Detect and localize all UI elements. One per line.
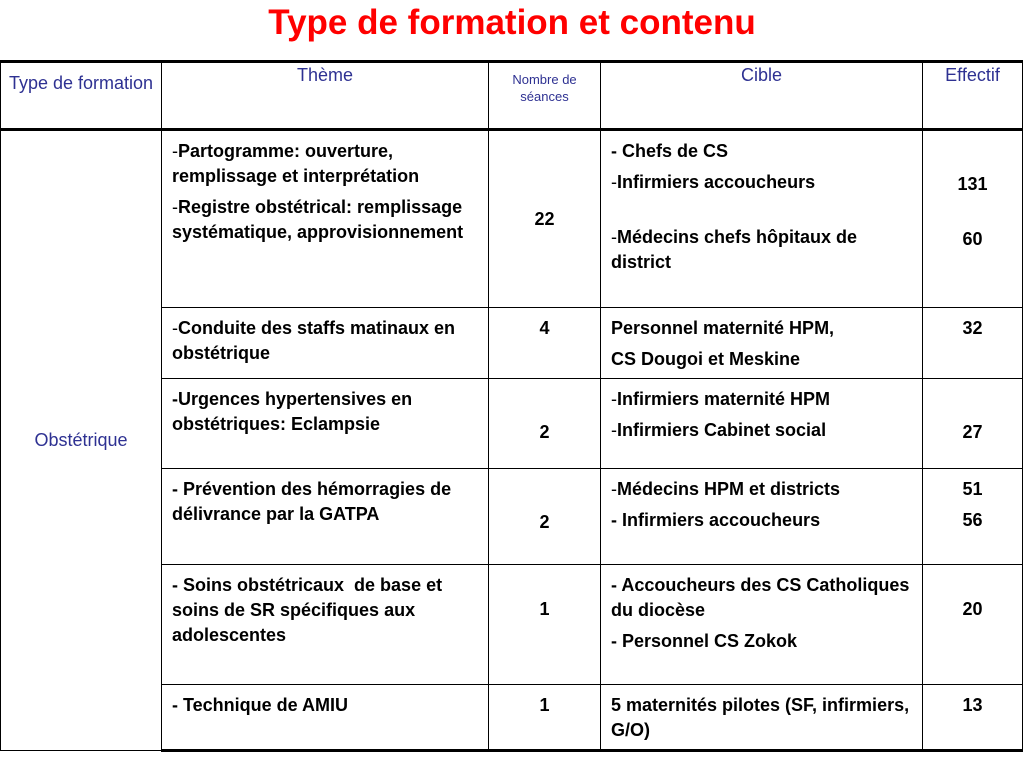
cible-line: - Chefs de CS xyxy=(611,141,729,161)
header-nombre-de-seances: Nombre de séances xyxy=(489,62,601,130)
cible-cell xyxy=(601,130,923,308)
effectif-value: 131 xyxy=(957,174,988,194)
theme-line xyxy=(172,195,478,245)
formation-table xyxy=(0,60,1023,752)
cible-cell xyxy=(601,469,923,565)
header-type-de-formation: Type de formation xyxy=(1,62,162,130)
theme-cell xyxy=(162,565,489,685)
cible-line: - Accoucheurs des CS Catholiques du diocèse xyxy=(611,575,910,620)
effectif-cell xyxy=(923,130,1023,308)
seances-cell: 2 xyxy=(489,379,601,469)
cible-line xyxy=(611,477,912,502)
effectif-value: 56 xyxy=(962,510,983,530)
table-row xyxy=(1,130,1023,308)
cible-line: - Infirmiers accoucheurs xyxy=(611,510,821,530)
theme-text: Conduite des staffs matinaux en obstétrique xyxy=(172,318,456,363)
cible-cell xyxy=(601,685,923,751)
dash-mark: - xyxy=(611,389,617,409)
theme-text: Partogramme: ouverture, remplissage et interprétation xyxy=(172,141,420,186)
cible-text: Médecins HPM et districts xyxy=(617,479,841,499)
cible-text: Infirmiers Cabinet social xyxy=(617,420,827,440)
dash-mark: - xyxy=(611,227,617,247)
seances-cell: 1 xyxy=(489,685,601,751)
theme-cell xyxy=(162,469,489,565)
effectif-cell: 20 xyxy=(923,565,1023,685)
effectif-cell: 13 xyxy=(923,685,1023,751)
cible-line xyxy=(611,387,912,412)
theme-line: - Soins obstétricaux de base et soins de SR spécifiques aux adolescentes xyxy=(172,575,448,645)
cible-line: CS Dougoi et Meskine xyxy=(611,349,801,369)
seances-cell: 1 xyxy=(489,565,601,685)
dash-mark: - xyxy=(611,172,617,192)
header-effectif: Effectif xyxy=(923,62,1023,130)
theme-cell xyxy=(162,308,489,379)
page-title: Type de formation et contenu xyxy=(268,3,756,42)
cible-line xyxy=(611,225,912,275)
effectif-value: 51 xyxy=(962,479,983,499)
header-cible: Cible xyxy=(601,62,923,130)
cible-cell xyxy=(601,565,923,685)
effectif-cell: 32 xyxy=(923,308,1023,379)
cible-text: Médecins chefs hôpitaux de district xyxy=(611,227,858,272)
theme-line: -Urgences hypertensives en obstétriques: Eclampsie xyxy=(172,389,413,434)
theme-line xyxy=(172,139,478,189)
theme-cell xyxy=(162,130,489,308)
cible-cell xyxy=(601,379,923,469)
cible-line xyxy=(611,170,912,195)
cible-line: Personnel maternité HPM, xyxy=(611,318,835,338)
dash-mark: - xyxy=(172,141,178,161)
cible-text: Infirmiers maternité HPM xyxy=(617,389,831,409)
theme-line: - Technique de AMIU xyxy=(172,695,349,715)
seances-cell: 22 xyxy=(489,130,601,308)
header-theme: Thème xyxy=(162,62,489,130)
dash-mark: - xyxy=(611,420,617,440)
theme-text: Registre obstétrical: remplissage systématique, approvisionnement xyxy=(172,197,464,242)
seances-cell: 2 xyxy=(489,469,601,565)
theme-line xyxy=(172,316,478,366)
effectif-cell: 27 xyxy=(923,379,1023,469)
theme-cell xyxy=(162,685,489,751)
cible-line: 5 maternités pilotes (SF, infirmiers, G/O) xyxy=(611,695,910,740)
header-row xyxy=(1,62,1023,130)
cible-line: - Personnel CS Zokok xyxy=(611,631,798,651)
cible-cell xyxy=(601,308,923,379)
category-cell: Obstétrique xyxy=(1,130,162,751)
effectif-cell xyxy=(923,469,1023,565)
dash-mark: - xyxy=(611,479,617,499)
effectif-value: 60 xyxy=(962,229,983,249)
dash-mark: - xyxy=(172,318,178,338)
dash-mark: - xyxy=(172,197,178,217)
cible-line xyxy=(611,418,912,443)
seances-cell: 4 xyxy=(489,308,601,379)
theme-cell xyxy=(162,379,489,469)
cible-text: Infirmiers accoucheurs xyxy=(617,172,816,192)
theme-line: - Prévention des hémorragies de délivrance par la GATPA xyxy=(172,479,452,524)
